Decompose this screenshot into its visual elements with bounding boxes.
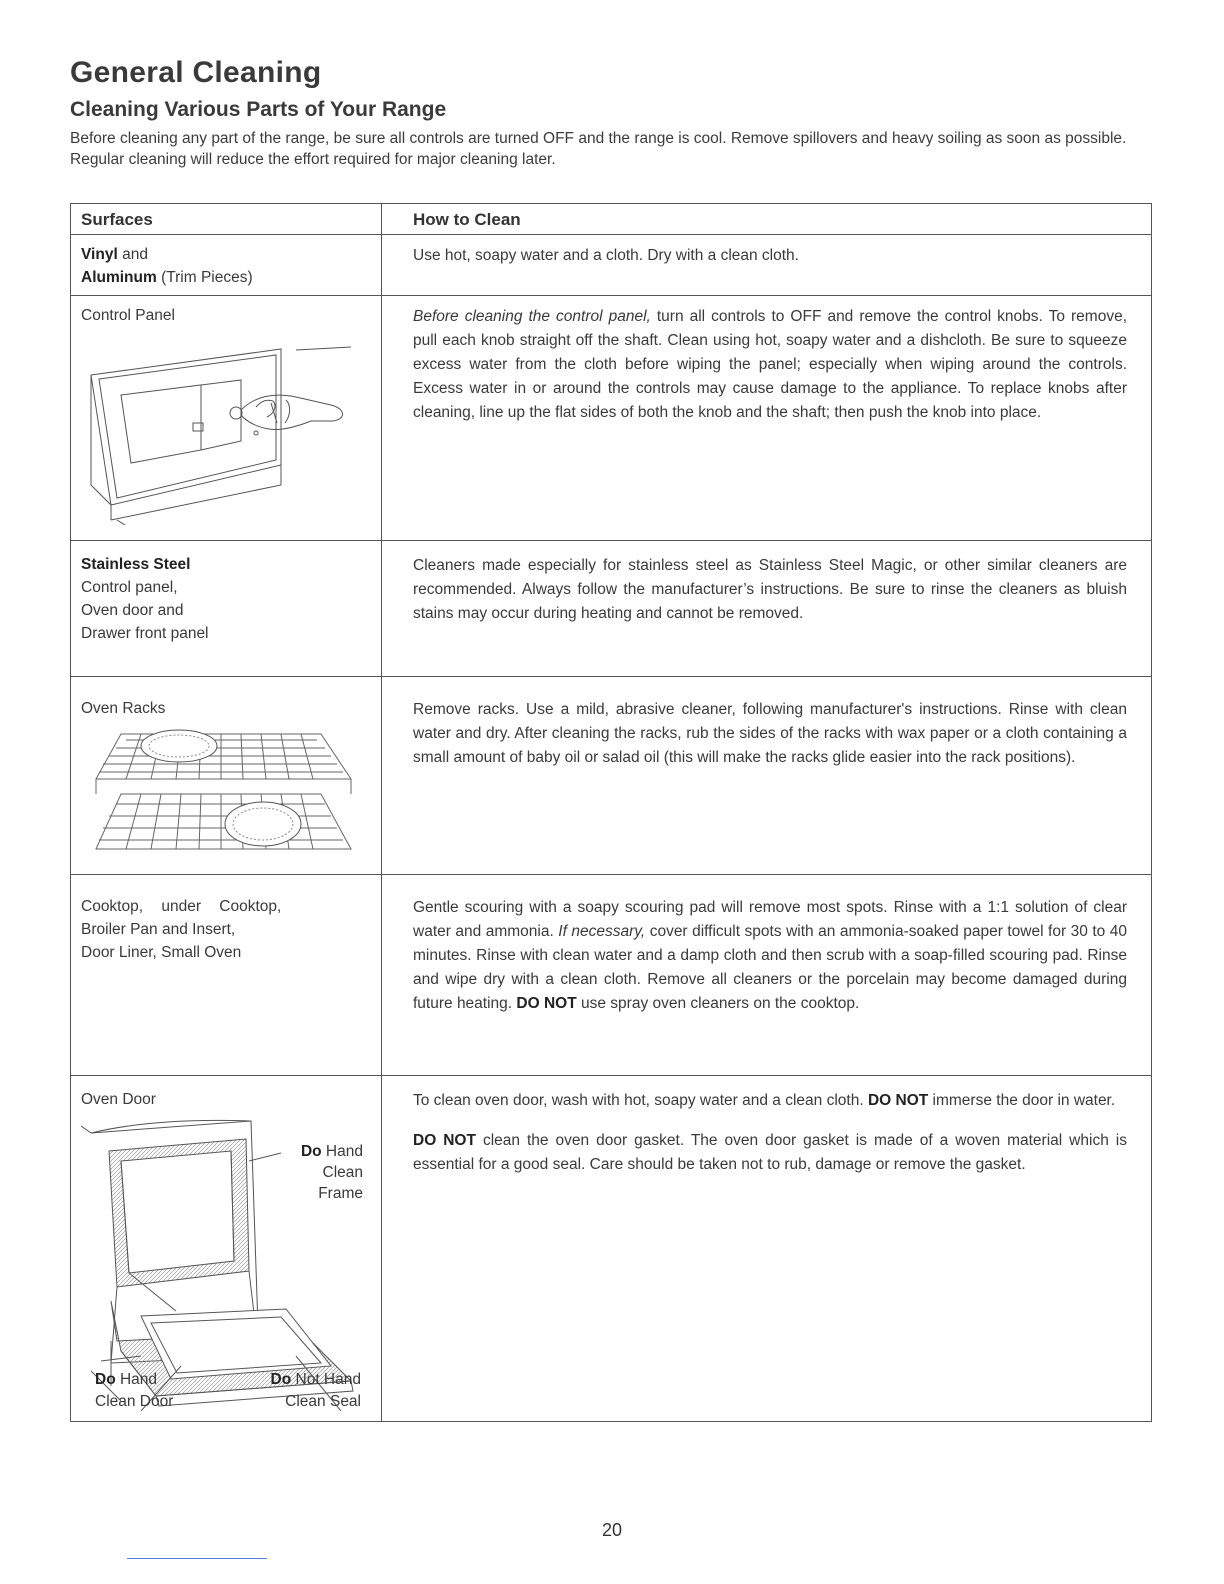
intro-paragraph: Before cleaning any part of the range, be sure all controls are turned OFF and the range is cool. Remove spillovers and heavy soiling as soon as possible. Regular cleaning will reduce the effort required for major cleaning later. — [70, 130, 1127, 168]
how-cell — [382, 875, 1152, 1076]
surface-vinyl: Vinyl — [81, 246, 118, 263]
surface-cell — [71, 235, 382, 296]
label-frame — [285, 1141, 363, 1204]
surface-cell — [71, 296, 382, 541]
label-text: Clean Seal — [285, 1393, 361, 1410]
label-text: Clean — [322, 1164, 363, 1181]
how-paragraph-2 — [413, 1129, 1127, 1177]
how-bold: DO NOT — [516, 995, 577, 1012]
page-title: General Cleaning — [70, 56, 322, 89]
surface-line: Control panel, — [81, 579, 178, 596]
table-header-row — [71, 204, 1152, 235]
how-text: Use hot, soapy water and a cloth. Dry with a clean cloth. — [413, 247, 799, 264]
how-text: immerse the door in water. — [928, 1092, 1116, 1109]
label-text: Hand — [321, 1143, 363, 1160]
cleaning-table — [70, 203, 1152, 1422]
surface-cell — [71, 1076, 382, 1422]
how-cell — [382, 541, 1152, 677]
how-cell — [382, 1076, 1152, 1422]
label-bold: Do — [95, 1371, 116, 1388]
label-bold: Do — [300, 1143, 322, 1160]
label-text: Not Hand — [291, 1371, 361, 1388]
how-text: turn all controls to OFF and remove the control knobs. To remove, pull each knob straight off the shaft. Clean using hot, soapy water and a dishcloth. Be sure to squeeze excess water from the cloth before wiping the panel; especially when wiping around the controls. Excess water in or around the controls may cause damage to the appliance. To replace knobs after cleaning, line up the flat sides of both the knob and the shaft; then push the knob into place. — [413, 308, 1127, 421]
surface-line: Broiler Pan and Insert, — [81, 921, 236, 938]
surface-line: Door Liner, Small Oven — [81, 944, 242, 961]
page-number: 20 — [601, 1520, 623, 1540]
section-title: Cleaning Various Parts of Your Range — [70, 98, 447, 121]
how-text: Remove racks. Use a mild, abrasive cleaner, following manufacturer's instructions. Rinse with clean water and dry. After cleaning the racks, rub the sides of the racks with wax paper or a cloth containing a small amount of baby oil or salad oil (this will make the racks glide easier into the rack positions). — [413, 701, 1127, 766]
table-row — [71, 541, 1152, 677]
surface-cell — [71, 541, 382, 677]
table-row — [71, 296, 1152, 541]
how-cell — [382, 677, 1152, 875]
surface-line: Oven door and — [81, 602, 184, 619]
how-paragraph-1 — [413, 1089, 1127, 1113]
how-cell — [382, 296, 1152, 541]
control-panel-illustration — [81, 335, 371, 525]
table-row — [71, 235, 1152, 296]
label-door — [95, 1369, 173, 1413]
surface-cell — [71, 677, 382, 875]
how-text: cover difficult spots with an ammonia-soaked paper towel for 30 to 40 minutes. Rinse with clean water and a damp cloth and then scrub with a soap-filled scouring pad. Rinse and wipe dry with a clean cloth. Remove all cleaners or the porcelain may become damaged during future heating. — [413, 923, 1128, 1012]
how-cell — [382, 235, 1152, 296]
surface-oven-racks: Oven Racks — [81, 700, 166, 717]
surface-aluminum: Aluminum — [81, 269, 157, 286]
header-how-to-clean: How to Clean — [382, 204, 1152, 235]
surface-control-panel: Control Panel — [81, 307, 175, 324]
surface-text: (Trim Pieces) — [156, 269, 253, 286]
how-text: To clean oven door, wash with hot, soapy water and a clean cloth. — [413, 1092, 868, 1109]
table-row — [71, 1076, 1152, 1422]
label-text: Clean Door — [95, 1393, 174, 1410]
surface-stainless-steel: Stainless Steel — [81, 556, 191, 573]
header-surfaces: Surfaces — [71, 204, 382, 235]
how-text: Cleaners made especially for stainless steel as Stainless Steel Magic, or other similar cleaners are recommended. Always follow the manufacturer’s instructions. Be sure to rinse the cleaners as bluish stains may occur during heating and cannot be removed. — [413, 557, 1127, 622]
how-text: clean the oven door gasket. The oven door gasket is made of a woven material which is essential for a good seal. Care should be taken not to rub, damage or remove the gasket. — [413, 1132, 1127, 1173]
label-bold: Do — [270, 1371, 292, 1388]
oven-racks-illustration — [81, 724, 371, 874]
surface-line: Drawer front panel — [81, 625, 209, 642]
surface-line: Cooktop, under Cooktop, — [81, 898, 282, 915]
surface-cell — [71, 875, 382, 1076]
how-italic: Before cleaning the control panel, — [413, 308, 651, 325]
how-italic: If necessary, — [558, 923, 646, 940]
label-seal — [251, 1369, 361, 1413]
table-row — [71, 677, 1152, 875]
label-text: Hand — [115, 1371, 158, 1388]
table-row — [71, 875, 1152, 1076]
how-text: Gentle scouring with a soapy scouring pad will remove most spots. Rinse with a 1:1 solution of clear water and ammonia. — [413, 899, 1127, 940]
surface-text: and — [117, 246, 148, 263]
how-bold: DO NOT — [413, 1132, 476, 1149]
label-text: Frame — [318, 1185, 363, 1202]
footer-divider — [127, 1558, 267, 1559]
how-text: use spray oven cleaners on the cooktop. — [576, 995, 860, 1012]
surface-oven-door: Oven Door — [81, 1091, 156, 1108]
how-bold: DO NOT — [867, 1092, 929, 1109]
